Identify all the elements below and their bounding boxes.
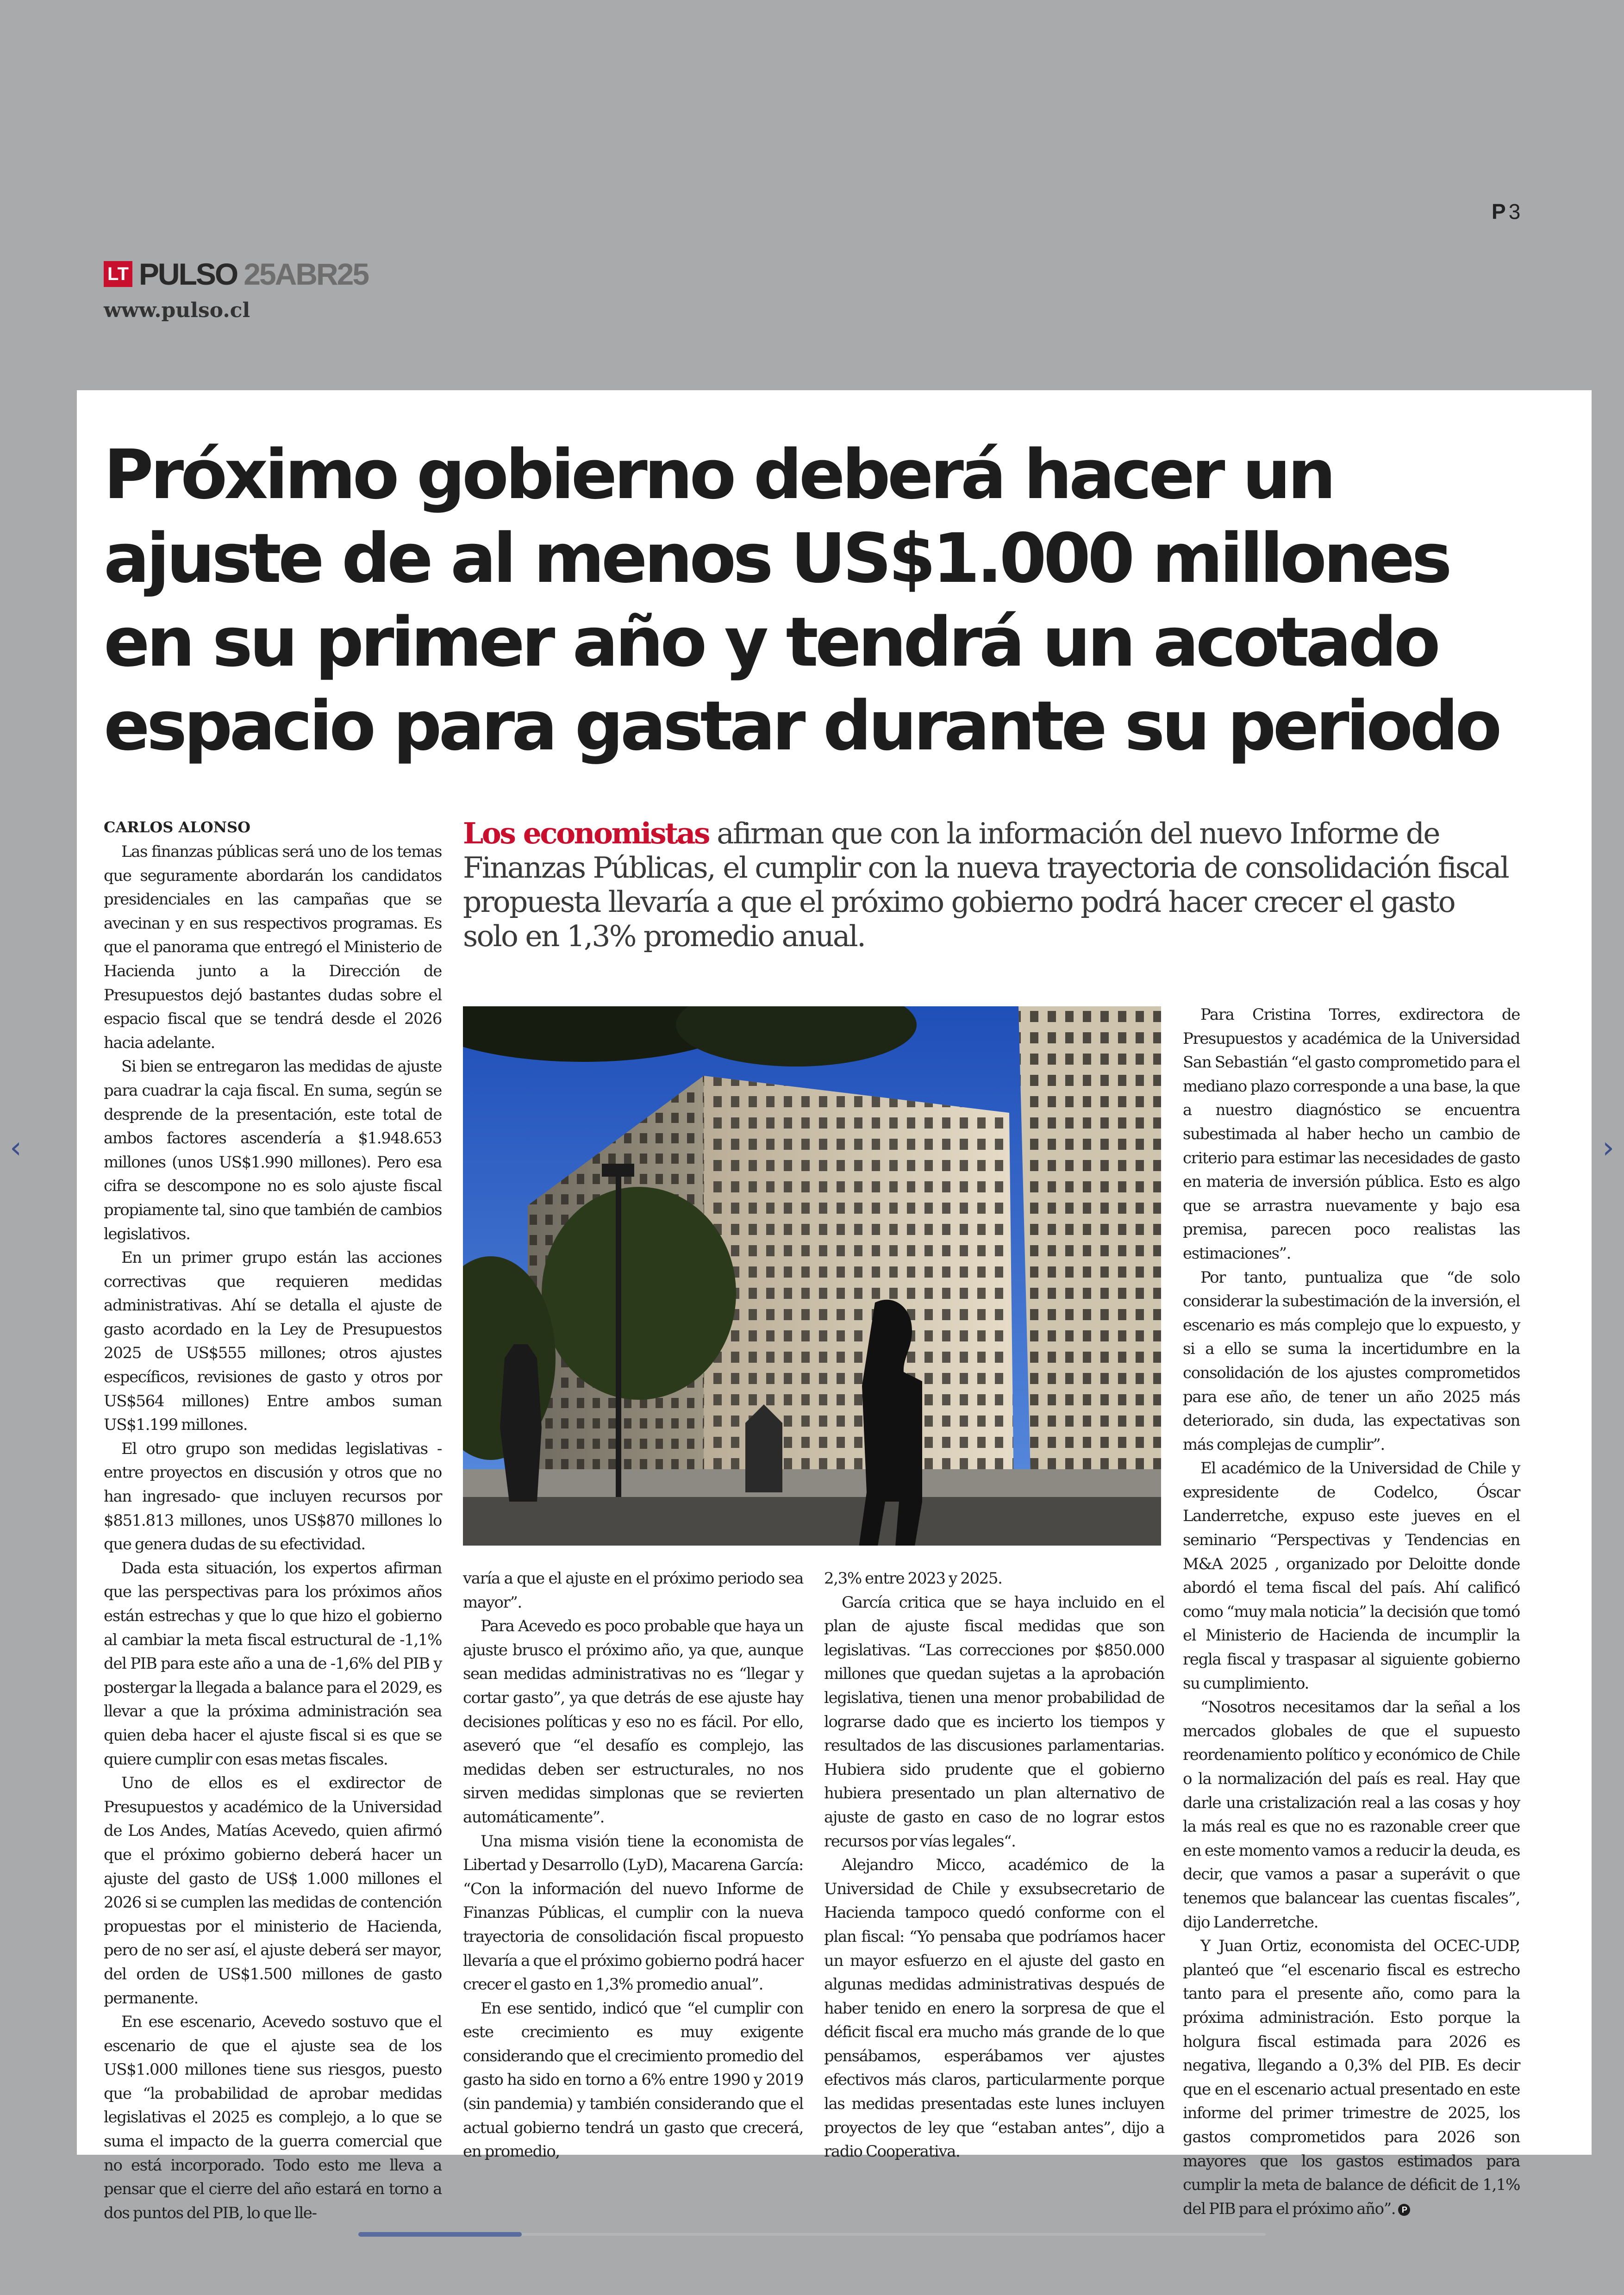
paragraph: Por tanto, puntualiza que “de solo considerar la subestimación de la inversión, el escenario es más complejo que lo expuesto, y si a ello se suma la incertidumbre en la consolidación de los ajustes comprometidos para ese año, de tener un año 2025 más deteriorado, sin duda, las expectativas son más complejas de cumplir”.: [1183, 1268, 1520, 1454]
scrollbar-thumb[interactable]: [358, 2232, 522, 2237]
paragraph: varía a que el ajuste en el próximo periodo sea mayor”.: [463, 1569, 803, 1612]
paragraph: “Nosotros necesitamos dar la señal a los mercados globales de que el supuesto reordenamiento político y económico de Chile o la normalización del país es real. Hay que darle una cristalización real a las cosas y hoy la más real es que no es razonable creer que en este momento vamos a reducir la deuda, es decir, que vamos a pasar a superávit o que tenemos que balancear las cuentas fiscales”, dijo Landerretche.: [1183, 1698, 1520, 1932]
paragraph: Las finanzas públicas será uno de los temas que seguramente abordarán los candidatos presidenciales en las campañas que se avecinan y en sus respectivos programas. Es que el panorama que entregó el Ministerio de Hacienda junto a la Dirección de Presupuestos dejó bastantes dudas sobre el espacio fiscal que se tendrá desde el 2026 hacia adelante.: [104, 842, 442, 1052]
paragraph: Una misma visión tiene la economista de Libertad y Desarrollo (LyD), Macarena García: “Con la información del nuevo Informe de Finanzas Públicas, el cumplir con la nueva trayectoria de consolidación fiscal propuesto llevaría a que el próximo gobierno podrá hacer crecer el gasto en 1,3% promedio anual”.: [463, 1832, 803, 1994]
chevron-left-icon[interactable]: ‹: [10, 1131, 22, 1165]
deck-text: afirman que con la información del nuevo Informe de Finanzas Públicas, el cumplir con la nueva trayectoria de consolidación fiscal propuesta llevaría a que el próximo gobierno podrá hacer crecer el gasto solo en 1,3% promedio anual.: [463, 817, 1508, 953]
paragraph: Alejandro Micco, académico de la Universidad de Chile y exsubsecretario de Hacienda tampoco quedó conforme con el plan fiscal: “Yo pensaba que podríamos hacer un mayor esfuerzo en el ajuste del gasto en algunas medidas administrativas después de haber tenido en enero la sorpresa de que el déficit fiscal era mucho más grande de lo que pensábamos, esperábamos ver ajustes efectivos más claros, particularmente porque las medidas presentadas este lunes incluyen proyectos de ley que “estaban antes”, dijo a radio Cooperativa.: [824, 1856, 1164, 2161]
byline: CARLOS ALONSO: [104, 818, 250, 836]
paragraph: El otro grupo son medidas legislativas -entre proyectos en discusión y otros que no han ingresado- que incluyen recursos por $851.813 millones, unos US$870 millones lo que genera dudas de su efectividad.: [104, 1439, 442, 1554]
chevron-right-icon[interactable]: ›: [1602, 1131, 1614, 1165]
masthead: [104, 257, 368, 291]
article-deck: [463, 816, 1514, 954]
article-column-2: [463, 1567, 803, 2164]
paragraph: En un primer grupo están las acciones correctivas que requieren medidas administrativas. Ahí se detalla el ajuste de gasto acordado en la Ley de Presupuestos 2025 de US$555 millones; otros ajustes específicos, revisiones de gasto y otros por US$564 millones) Entre ambos suman US$1.199 millones.: [104, 1248, 442, 1434]
paragraph: Uno de ellos es el exdirector de Presupuestos y académico de la Universidad de Los Andes, Matías Acevedo, quien afirmó que el próximo gobierno deberá hacer un ajuste del gasto de US$ 1.000 millones el 2026 si se cumplen las medidas de contención propuestas por el ministerio de Hacienda, pero de no ser así, el ajuste deberá ser mayor, del orden de US$1.500 millones de gasto permanente.: [104, 1774, 442, 2008]
deck-lead: Los economistas: [463, 816, 709, 850]
paragraph: Para Acevedo es poco probable que haya un ajuste brusco el próximo año, ya que, aunque sean medidas administrativas no es “llegar y cortar gasto”, ya que detrás de ese ajuste hay decisiones políticas y eso no es fácil. Por ello, aseveró que “el desafío es complejo, las medidas deben ser estructurales, no nos sirven medidas simplonas que se revierten automáticamente”.: [463, 1617, 803, 1827]
page-number: P 3: [1492, 200, 1521, 224]
article-column-3: [824, 1567, 1164, 2164]
end-mark-icon: P: [1398, 2204, 1410, 2216]
article-column-1: [104, 840, 442, 2225]
paragraph: [1183, 1934, 1520, 2221]
paragraph: En ese sentido, indicó que “el cumplir con este crecimiento es muy exigente considerando que el crecimiento promedio del gasto ha sido en torno a 6% entre 1990 y 2019 (sin pandemia) y también considerando que el actual gobierno tendrá un gasto que crecerá, en promedio,: [463, 1999, 803, 2161]
paragraph: Si bien se entregaron las medidas de ajuste para cuadrar la caja fiscal. En suma, según se desprende de la presentación, este total de ambos factores ascendería a $1.948.653 millones (unos US$1.990 millones). Pero esa cifra se descompone no es solo ajuste fiscal propiamente tal, sino que también de cambios legislativos.: [104, 1057, 442, 1243]
paragraph: Para Cristina Torres, exdirectora de Presupuestos y académica de la Universidad San Sebastián “el gasto comprometido para el mediano plazo corresponde a una base, la que a nuestro diagnóstico se encuentra subestimada al haber hecho un cambio de criterio para estimar las necesidades de gasto en materia de inversión pública. Esto es algo que se arrastra nuevamente y bajo esa premisa, parecen poco realistas las estimaciones”.: [1183, 1005, 1520, 1263]
section-brand: PULSO: [138, 257, 237, 291]
site-url: www.pulso.cl: [104, 299, 250, 322]
building-photo: [463, 1006, 1161, 1546]
article-headline: Próximo gobierno deberá hacer un ajuste de al menos US$1.000 millones en su primer año y tendrá un acotado espacio para gastar durante su periodo: [104, 435, 1499, 766]
paragraph: 2,3% entre 2023 y 2025.: [824, 1569, 1002, 1588]
paragraph: García critica que se haya incluido en el plan de ajuste fiscal medidas que son legislativas. “Las correcciones por $850.000 millones que quedan sujetas a la aprobación legislativa, tienen una menor probabilidad de lograrse dado que es incierto los tiempos y resultados de las discusiones parlamentarias. Hubiera sido prudente que el gobierno hubiera presentado un plan alternativo de ajuste de gasto en caso de no lograr estos recursos por vías legales“.: [824, 1593, 1164, 1851]
newspaper-logo: LT: [104, 261, 132, 287]
paragraph: En ese escenario, Acevedo sostuvo que el escenario de que el ajuste sea de los US$1.000 millones tiene sus riesgos, puesto que “la probabilidad de aprobar medidas legislativas el 2025 es complejo, a lo que se suma el impacto de la guerra comercial que no está incorporado. Todo esto me lleva a pensar que el cierre del año estará en torno a dos puntos del PIB, lo que lle-: [104, 2013, 442, 2222]
article-column-4: [1183, 1003, 1520, 2221]
paragraph-text: Y Juan Ortiz, economista del OCEC-UDP, planteó que “el escenario fiscal es estrecho tanto para el presente año, como para la próxima administración. Esto porque la holgura fiscal estimada para 2026 es negativa, llegando a 0,3% del PIB. Es decir que en el escenario actual presentado en este informe del primer trimestre de 2025, los gastos comprometidos para 2026 son mayores que los gastos estimados para cumplir la meta de balance de déficit de 1,1% del PIB para el próximo año”.: [1183, 1937, 1520, 2218]
paragraph: El académico de la Universidad de Chile y expresidente de Codelco, Óscar Landerretche, expuso este jueves en el seminario “Perspectivas y Tendencias en M&A 2025 , organizado por Deloitte donde abordó el tema fiscal del país. Ahí calificó como “muy mala noticia” la decisión que tomó el Ministerio de Hacienda de incumplir la regla fiscal y traspasar al siguiente gobierno su cumplimiento.: [1183, 1459, 1520, 1693]
paragraph: Dada esta situación, los expertos afirman que las perspectivas para los próximos años están estrechas y que lo que hizo el gobierno al cambiar la meta fiscal estructural de -1,1% del PIB para este año a una de -1,6% del PIB y postergar la llegada a balance para el 2029, es llevar a que la próxima administración sea quien deba hacer el ajuste fiscal si es que se quiere cumplir con esas metas fiscales.: [104, 1559, 442, 1769]
issue-date: 25ABR25: [244, 257, 369, 291]
